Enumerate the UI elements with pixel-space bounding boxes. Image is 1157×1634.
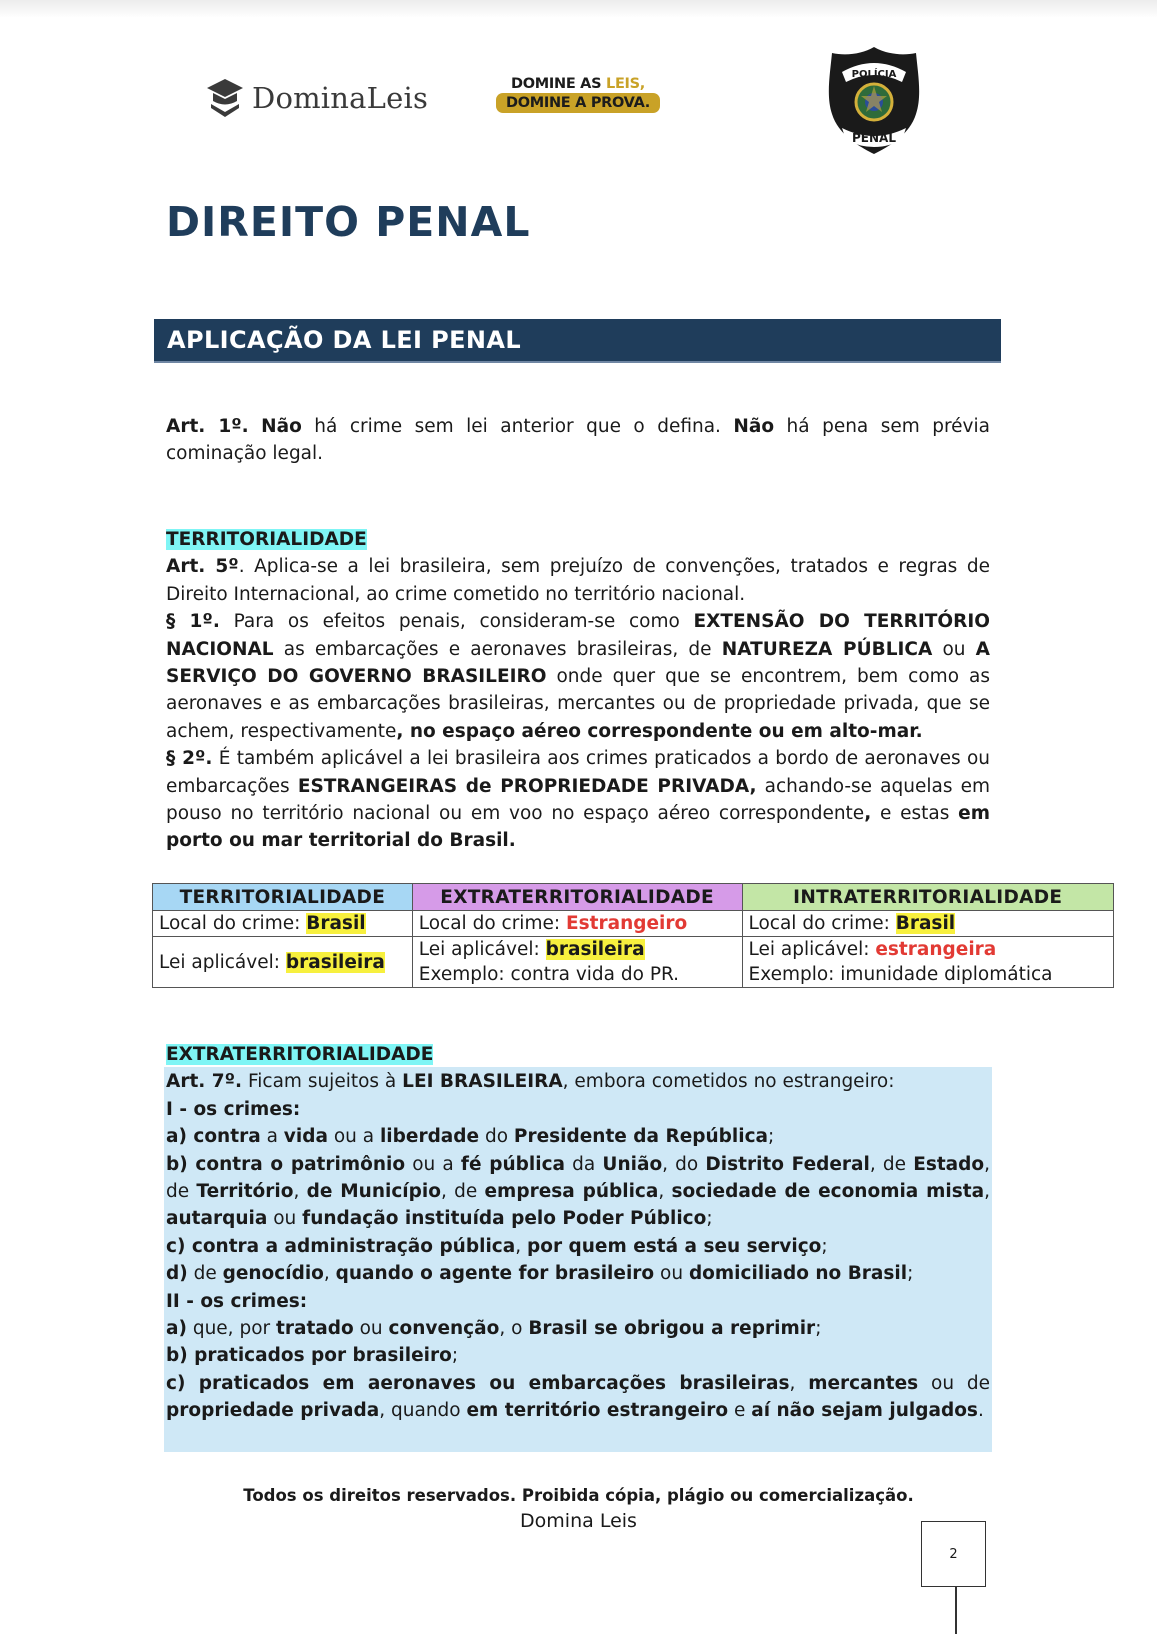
art5-label: Art. 5º (166, 556, 239, 578)
art7-text2: , embora cometidos no estrangeiro: (562, 1071, 895, 1093)
cell-value: Estrangeiro (565, 913, 688, 934)
iic-part: , (789, 1372, 809, 1394)
slogan-line2: DOMINE A PROVA. (496, 93, 660, 113)
p1-text2: as embarcações e aeronaves brasileiras, de (273, 638, 722, 660)
ia-part: liberdade (379, 1126, 480, 1148)
ib-part: ou (267, 1208, 303, 1230)
ib-part: fé pública (460, 1153, 566, 1175)
p1-bold1: EXTENSÃO DO TERRITÓRIO NACIONAL (166, 611, 990, 660)
extraterritorialidade-section (166, 1041, 990, 1425)
cell-example: Exemplo: contra vida do PR. (418, 964, 680, 985)
badge-top-text: POLÍCIA (851, 69, 897, 80)
art1-bold1: Não (261, 416, 302, 437)
slogan-text: DOMINE AS (511, 76, 606, 92)
iic-part: e (728, 1400, 752, 1422)
section-title: APLICAÇÃO DA LEI PENAL (167, 326, 522, 354)
ib-part: da (565, 1153, 603, 1175)
ia-part: do (479, 1126, 514, 1148)
ib-part: Território (196, 1181, 294, 1203)
ib-part: de Município (306, 1181, 441, 1203)
extraterritorialidade-heading: EXTRATERRITORIALIDADE (166, 1044, 434, 1065)
art1-text1: há crime sem lei anterior que o defina. (301, 416, 734, 437)
policia-penal-badge-icon (824, 44, 924, 156)
p1-label: § 1º. (166, 611, 220, 633)
p1-text3: ou (932, 638, 976, 660)
id-part: quando o agente for brasileiro (335, 1263, 655, 1285)
page-top-edge (0, 0, 1157, 18)
ib-part: empresa pública (484, 1181, 659, 1203)
page-number: 2 (921, 1521, 986, 1587)
ia-part: ou a (327, 1126, 380, 1148)
inciso-ii-c (166, 1370, 990, 1425)
p2-bold2: , (864, 803, 872, 825)
table-header-row (153, 884, 1114, 911)
inciso-i-a (166, 1123, 990, 1150)
slogan (492, 76, 664, 113)
art1-text (166, 413, 990, 468)
art7-text1: Ficam sujeitos à (242, 1071, 403, 1093)
comparison-table (152, 883, 1114, 988)
cell-label: Lei aplicável: (748, 939, 876, 960)
id-part: genocídio (222, 1263, 324, 1285)
dominaleis-logo (205, 76, 428, 120)
p1-bold4: , no espaço aéreo correspondente ou em alto-mar. (396, 720, 923, 742)
ib-part: União (602, 1153, 663, 1175)
page-title: DIREITO PENAL (166, 198, 531, 246)
graduation-cap-icon (205, 77, 245, 119)
header-intraterritorialidade: INTRATERRITORIALIDADE (742, 884, 1114, 911)
cell-value: Brasil (306, 913, 366, 934)
cell-value: brasileira (285, 951, 385, 973)
table-cell (412, 937, 742, 988)
ib-part: Estado (913, 1153, 985, 1175)
cell-value: brasileira (545, 939, 645, 960)
iia-part: convenção (388, 1318, 500, 1340)
ib-part: Distrito Federal (705, 1153, 870, 1175)
ic-part: , (515, 1235, 527, 1257)
iic-part: , quando (379, 1400, 467, 1422)
copyright-note: Todos os direitos reservados. Proibida cópia, plágio ou comercialização. (243, 1486, 914, 1505)
iib-part: b) praticados por brasileiro (166, 1345, 452, 1367)
ib-part: ou a (405, 1153, 461, 1175)
ia-part: ; (768, 1126, 775, 1148)
id-part: ; (907, 1263, 914, 1285)
iia-part: que, por (186, 1318, 276, 1340)
ib-part: b) contra o patrimônio (166, 1153, 406, 1175)
cell-label: Lei aplicável: (159, 951, 286, 973)
iic-part: c) praticados em aeronaves ou embarcações brasileiras (166, 1372, 790, 1394)
p1-bold3: A SERVIÇO DO GOVERNO BRASILEIRO (166, 638, 990, 688)
inciso-ii-heading: II - os crimes: (166, 1290, 308, 1312)
art5-body: . Aplica-se a lei brasileira, sem prejuízo de convenções, tratados e regras de Direito Internacional, ao crime cometido no território nacional. (166, 556, 990, 605)
header-extraterritorialidade: EXTRATERRITORIALIDADE (412, 884, 742, 911)
p1-text4: onde quer que se encontrem, bem como as aeronaves e as embarcações brasileiras, mercantes ou de propriedade privada, que se achem, respectivamente (166, 666, 990, 742)
id-part: de (187, 1263, 223, 1285)
section-header-bar (154, 319, 1001, 363)
paragraph-2 (166, 745, 990, 855)
id-part: , (323, 1263, 336, 1285)
p1-text1: Para os efeitos penais, consideram-se como (219, 611, 694, 633)
ib-part: , (658, 1181, 672, 1203)
art7-text (166, 1068, 990, 1095)
p2-text2: achando-se aquelas em pouso no território nacional ou em voo no espaço aéreo correspondente (166, 775, 990, 825)
p2-text1: É também aplicável a lei brasileira aos crimes praticados a bordo de aeronaves ou embarcações (166, 748, 990, 797)
table-cell (153, 937, 413, 988)
iia-part: ; (815, 1318, 822, 1340)
ib-part: , de (166, 1153, 991, 1203)
inciso-ii-b (166, 1342, 990, 1369)
art7-label: Art. 7º. (166, 1071, 243, 1093)
art1-label: Art. 1º. (166, 416, 249, 437)
iic-part: aí não sejam julgados (751, 1400, 978, 1422)
p2-label: § 2º. (166, 748, 213, 770)
territorialidade-heading: TERRITORIALIDADE (166, 529, 367, 550)
inciso-ii-a (166, 1315, 990, 1342)
iia-part: tratado (276, 1318, 354, 1340)
id-part: ou (654, 1263, 689, 1285)
ia-part: vida (283, 1126, 328, 1148)
iia-part: Brasil se obrigou a reprimir (528, 1318, 816, 1340)
footer-brand: Domina Leis (520, 1510, 637, 1532)
art1-paragraph (166, 413, 990, 468)
iic-part: mercantes (808, 1372, 919, 1394)
art5-text (166, 553, 990, 608)
p1-bold2: NATUREZA PÚBLICA (721, 638, 933, 660)
art1-text2: há pena sem prévia cominação legal. (166, 416, 990, 465)
ia-part: a) contra (166, 1126, 261, 1148)
inciso-i-heading: I - os crimes: (166, 1098, 301, 1120)
iia-part: a) (166, 1318, 187, 1340)
table-row (153, 937, 1114, 988)
brand-name: DominaLeis (252, 81, 429, 115)
table-cell (742, 937, 1114, 988)
paragraph-1 (166, 608, 990, 745)
cell-value: estrangeira (875, 939, 997, 960)
table-row (153, 911, 1114, 937)
iia-part: , o (499, 1318, 529, 1340)
cell-example: Exemplo: imunidade diplomática (748, 964, 1053, 985)
id-part: domiciliado no Brasil (688, 1263, 908, 1285)
iia-part: ou (353, 1318, 389, 1340)
cell-value: Brasil (895, 913, 956, 934)
cell-label: Local do crime: (418, 913, 566, 934)
cell-label: Lei aplicável: (418, 939, 546, 960)
inciso-i-c (166, 1233, 990, 1260)
iib-part: ; (451, 1345, 459, 1367)
p2-text3: e estas (871, 803, 959, 825)
header-territorialidade: TERRITORIALIDADE (153, 884, 413, 911)
table-cell (153, 911, 413, 937)
ib-part: , (984, 1181, 990, 1203)
badge-bottom-text: PENAL (852, 131, 896, 145)
page-number-line (955, 1587, 957, 1634)
ib-part: autarquia (166, 1208, 268, 1230)
ib-part: sociedade de economia mista (671, 1181, 985, 1203)
ib-part: , de (440, 1181, 485, 1203)
inciso-i-d (166, 1260, 990, 1287)
ib-part: , de (869, 1153, 914, 1175)
art7-bold1: LEI BRASILEIRA (402, 1071, 563, 1093)
ib-part: , (293, 1181, 307, 1203)
iic-part: . (977, 1400, 984, 1422)
iic-part: ou de (918, 1372, 991, 1394)
art1-bold2: Não (733, 416, 775, 437)
cell-label: Local do crime: (748, 913, 896, 934)
table-cell (742, 911, 1114, 937)
iic-part: propriedade privada (166, 1400, 380, 1422)
ib-part: ; (706, 1208, 713, 1230)
ic-part: por quem está a seu serviço (527, 1235, 822, 1257)
inciso-i-b (166, 1151, 990, 1233)
id-part: d) (166, 1263, 188, 1285)
territorialidade-section (166, 526, 990, 855)
table-cell (412, 911, 742, 937)
slogan-line1 (492, 76, 664, 92)
ia-part: a (260, 1126, 284, 1148)
ib-part: , do (662, 1153, 706, 1175)
ic-part: c) contra a administração pública (166, 1235, 516, 1257)
p2-bold1: ESTRANGEIRAS de PROPRIEDADE PRIVADA, (297, 775, 757, 797)
cell-label: Local do crime: (159, 913, 307, 934)
iic-part: em território estrangeiro (466, 1400, 729, 1422)
ib-part: fundação instituída pelo Poder Público (302, 1208, 707, 1230)
ia-part: Presidente da República (513, 1126, 769, 1148)
slogan-gold-text: LEIS, (606, 76, 645, 92)
ic-part: ; (821, 1235, 828, 1257)
p2-bold3: em porto ou mar territorial do Brasil. (166, 803, 990, 852)
